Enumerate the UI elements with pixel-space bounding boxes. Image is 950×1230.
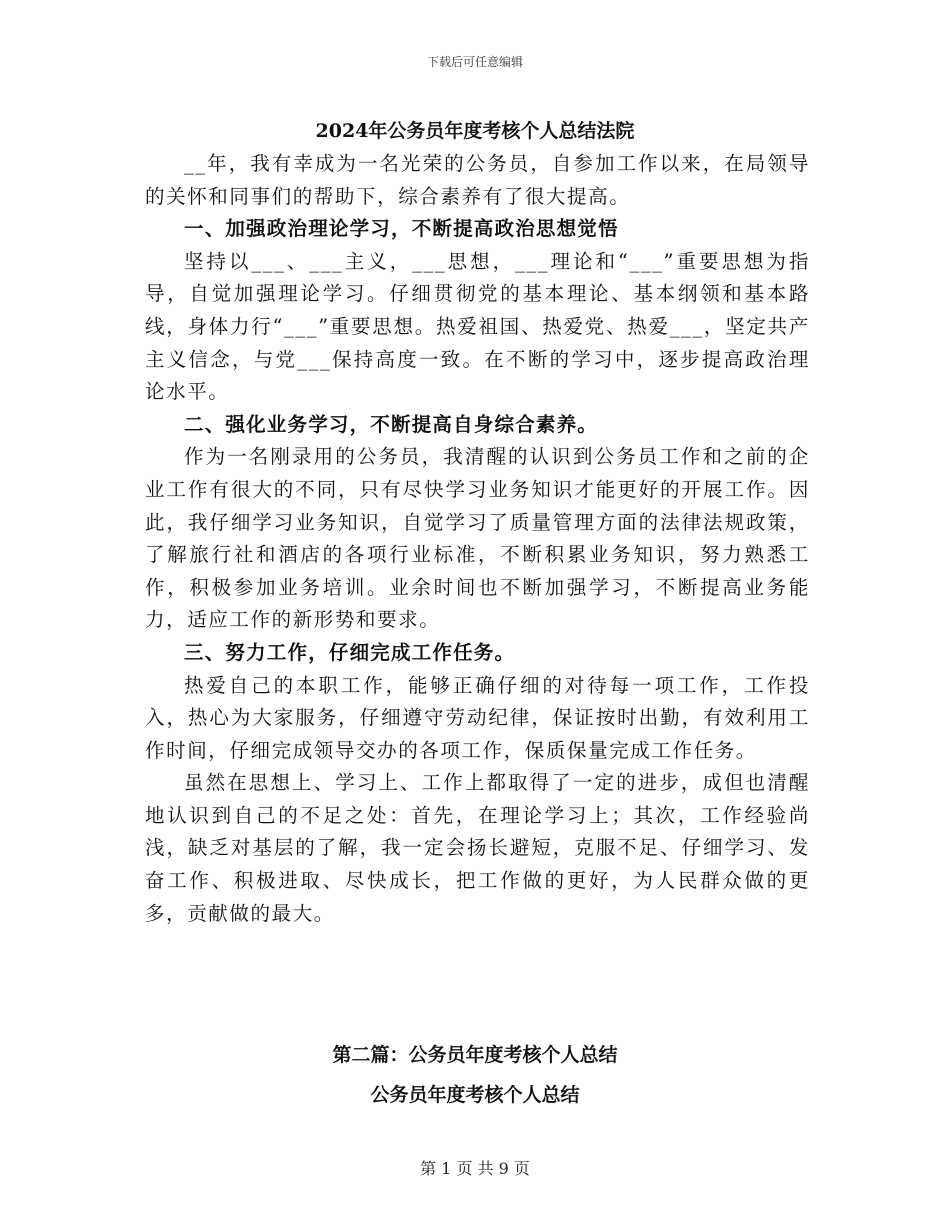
conclusion-paragraph: 虽然在思想上、学习上、工作上都取得了一定的进步，成但也清醒地认识到自己的不足之处：首先，在理论学习上；其次，工作经验尚浅，缺乏对基层的了解，我一定会扬长避短，克服不足、仔细学习、发奋工作、积极进取、尽快成长，把工作做的更好，为人民群众做的更多，贡献做的最大。 <box>145 771 810 925</box>
section-3-heading: 三、努力工作，仔细完成工作任务。 <box>184 640 516 664</box>
part-2-subtitle: 公务员年度考核个人总结 <box>370 1084 580 1106</box>
part-2-title: 第二篇：公务员年度考核个人总结 <box>332 1044 618 1066</box>
page-header: 下载后可任意编辑 <box>426 55 523 69</box>
section-2-paragraph: 作为一名刚录用的公务员，我清醒的认识到公务员工作和之前的企业工作有很大的不同，只有尽快学习业务知识才能更好的开展工作。因此，我仔细学习业务知识，自觉学习了质量管理方面的法律法规政策，了解旅行社和酒店的各项行业标准，不断积累业务知识，努力熟悉工作，积极参加业务培训。业余时间也不断加强学习，不断提高业务能力，适应工作的新形势和要求。 <box>145 445 810 632</box>
section-3-paragraph: 热爱自己的本职工作，能够正确仔细的对待每一项工作，工作投入，热心为大家服务，仔细遵守劳动纪律，保证按时出勤，有效利用工作时间，仔细完成领导交办的各项工作，保质保量完成工作任务。 <box>145 673 810 762</box>
document-body <box>145 148 810 930</box>
page-number-footer: 第 1 页 共 9 页 <box>420 1159 530 1178</box>
section-1-heading: 一、加强政治理论学习，不断提高政治思想觉悟 <box>184 217 619 241</box>
section-2-heading: 二、强化业务学习，不断提高自身综合素养。 <box>184 412 599 436</box>
intro-paragraph: __年，我有幸成为一名光荣的公务员，自参加工作以来，在局领导的关怀和同事们的帮助下，综合素养有了很大提高。 <box>145 152 810 208</box>
section-1-paragraph: 坚持以___、___主义，___思想，___理论和“___”重要思想为指导，自觉加强理论学习。仔细贯彻党的基本理论、基本纲领和基本路线，身体力行“___”重要思想。热爱祖国、热爱党、热爱___，坚定共产主义信念，与党___保持高度一致。在不断的学习中，逐步提高政治理论水平。 <box>145 249 810 404</box>
document-title: 2024年公务员年度考核个人总结法院 <box>315 120 635 142</box>
